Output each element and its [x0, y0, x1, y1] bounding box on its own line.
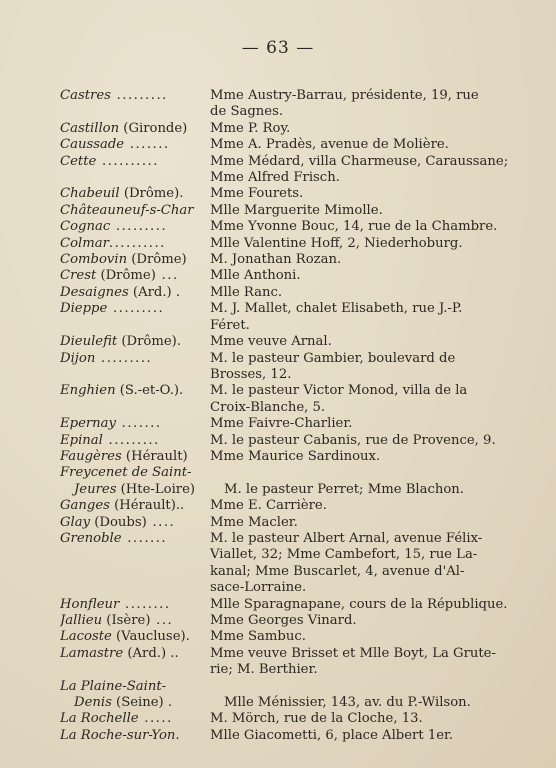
- directory-entry: [60, 88, 532, 121]
- place-name: Cognac: [60, 219, 111, 235]
- directory-entry: [60, 613, 532, 629]
- entry-place: [60, 515, 208, 531]
- entry-place: [60, 597, 208, 613]
- place-name: Glay: [60, 514, 91, 530]
- place-region: .: [175, 727, 180, 743]
- directory-entry: [60, 236, 532, 252]
- entry-place: [60, 679, 208, 695]
- directory-entry: [60, 416, 532, 432]
- entry-contact: Mme Yvonne Bouc, 14, rue de la Chambre.: [210, 219, 498, 235]
- place-name: Epinal: [60, 432, 103, 448]
- leader-dots: ........: [119, 596, 171, 612]
- place-name: Faugères: [60, 448, 122, 464]
- place-name: La Roche-sur-Yon: [60, 727, 176, 743]
- place-name: Freycenet de Saint-: [60, 465, 192, 481]
- entry-place: [60, 449, 208, 465]
- leader-dots: ..........: [96, 153, 159, 169]
- entry-place: [60, 88, 208, 121]
- entry-place: [60, 711, 208, 727]
- leader-dots: .......: [121, 530, 168, 546]
- place-name: Dijon: [60, 350, 96, 366]
- place-name: La Rochelle: [60, 711, 139, 727]
- entry-contact: [208, 679, 532, 695]
- entry-place: [60, 465, 208, 481]
- directory-entry: [60, 465, 532, 481]
- entry-contact: Mme E. Carrière.: [210, 498, 327, 514]
- entry-contact: Mlle Ranc.: [210, 284, 283, 300]
- entry-place: [60, 416, 208, 432]
- directory-entry: [60, 646, 532, 679]
- place-region: (Hte-Loire): [116, 481, 196, 497]
- entry-place: [60, 186, 208, 202]
- entry-contact: Mme veuve Arnal.: [210, 334, 332, 350]
- place-name: Enghien: [60, 383, 116, 399]
- place-name: Honfleur: [60, 596, 120, 612]
- place-region: (Drôme).: [117, 334, 182, 350]
- directory-entry: [60, 515, 532, 531]
- entry-contact: Mme veuve Brisset et Mlle Boyt, La Grute- rie; M. Berthier.: [210, 645, 496, 678]
- directory-entry: [60, 679, 532, 695]
- leader-dots: ...: [150, 613, 174, 628]
- entry-contact: M. le pasteur Perret; Mme Blachon.: [224, 481, 464, 497]
- entry-contact: M. Jonathan Rozan.: [210, 252, 342, 268]
- directory-entry: [60, 203, 532, 219]
- directory-entry: [60, 334, 532, 350]
- directory-entry: [60, 629, 532, 645]
- place-region: (Isère): [102, 613, 151, 628]
- directory-entry: [60, 285, 532, 301]
- leader-dots: .........: [107, 301, 165, 317]
- place-name: Chabeuil: [60, 186, 120, 202]
- entry-place: [60, 433, 208, 449]
- entry-contact: Mlle Ménissier, 143, av. du P.-Wilson.: [224, 695, 471, 711]
- place-name: Lamastre: [60, 645, 124, 661]
- entry-contact: M. le pasteur Gambier, boulevard de Brosses, 12.: [210, 350, 456, 382]
- place-name: Castillon: [60, 120, 120, 136]
- entry-place: [60, 498, 208, 514]
- entry-contact: Mlle Valentine Hoff, 2, Niederhoburg.: [210, 235, 463, 251]
- entry-contact: M. J. Mallet, chalet Elisabeth, rue J.-P. Féret.: [210, 301, 463, 333]
- place-region: (Seine) .: [111, 695, 173, 711]
- leader-dots: .........: [102, 432, 160, 448]
- place-name: Châteauneuf-s-Char: [60, 202, 194, 218]
- entry-contact: Mlle Anthoni.: [210, 268, 301, 284]
- entry-place: [60, 203, 208, 219]
- place-name: Jeures: [74, 481, 117, 497]
- entry-place: [60, 482, 222, 498]
- directory-entry: [60, 301, 532, 334]
- entry-place: [60, 268, 208, 284]
- entry-place: [60, 351, 208, 384]
- leader-dots: .......: [124, 137, 170, 153]
- directory-entry: [60, 531, 532, 597]
- place-name: Castres: [60, 88, 111, 103]
- directory-entry: [60, 482, 532, 498]
- directory-entry: [60, 121, 532, 137]
- directory-entry: [60, 695, 532, 711]
- place-name: Dieulefit: [60, 334, 118, 350]
- leader-dots: .........: [110, 219, 168, 235]
- place-name: La Plaine-Saint-: [60, 678, 167, 694]
- leader-dots: ..........: [108, 235, 166, 251]
- place-name: Caussade: [60, 137, 125, 153]
- entry-place: [60, 236, 208, 252]
- entry-contact: Mlle Giacometti, 6, place Albert 1er.: [210, 727, 454, 743]
- entry-contact: Mme Maurice Sardinoux.: [210, 448, 381, 464]
- entry-place: [60, 285, 208, 301]
- entry-place: [60, 252, 208, 268]
- entry-contact: M. Mörch, rue de la Cloche, 13.: [210, 711, 423, 727]
- entry-contact: Mlle Marguerite Mimolle.: [210, 202, 383, 218]
- entry-contact: M. le pasteur Victor Monod, villa de la Croix-Blanche, 5.: [210, 383, 468, 415]
- directory-entry: [60, 711, 532, 727]
- entry-contact: Mme Médard, villa Charmeuse, Caraussane; Mme Alfred Frisch.: [210, 153, 509, 186]
- entry-contact: Mme A. Pradès, avenue de Molière.: [210, 137, 449, 153]
- place-name: Lacoste: [60, 629, 112, 645]
- place-region: (S.-et-O.).: [115, 383, 184, 399]
- leader-dots: ....: [146, 514, 176, 530]
- entry-contact: Mme Sambuc.: [210, 629, 306, 645]
- entry-contact: Mme Faivre-Charlier.: [210, 416, 353, 432]
- entry-contact: Mme Macler.: [210, 514, 298, 530]
- place-region: (Drôme).: [119, 186, 184, 202]
- directory-entry: [60, 383, 532, 416]
- place-name: Desaignes: [60, 284, 129, 300]
- place-name: Combovin: [60, 252, 128, 268]
- directory-entry: [60, 219, 532, 235]
- leader-dots: .....: [138, 711, 173, 727]
- place-name: Ganges: [60, 498, 110, 514]
- page-number: — 63 —: [241, 38, 315, 58]
- place-region: (Hérault)..: [109, 498, 185, 514]
- entry-place: [60, 154, 208, 187]
- entry-place: [60, 646, 208, 679]
- leader-dots: .........: [95, 350, 153, 366]
- directory-entry: [60, 137, 532, 153]
- place-name: Cette: [60, 153, 97, 169]
- place-name: Crest: [60, 268, 97, 284]
- entry-place: [60, 219, 208, 235]
- place-name: Colmar: [60, 235, 109, 251]
- directory-list: [60, 88, 532, 744]
- entry-contact: M. le pasteur Albert Arnal, avenue Félix- Viallet, 32; Mme Cambefort, 15, rue La- kanal; Mme Buscarlet, 4, avenue d'Al- sace-Lorraine.: [210, 530, 483, 596]
- entry-place: [60, 728, 208, 744]
- entry-contact: [208, 465, 532, 481]
- place-region: (Doubs): [90, 514, 147, 530]
- directory-entry: [60, 252, 532, 268]
- entry-contact: Mme Fourets.: [210, 186, 304, 202]
- place-name: Jallieu: [60, 613, 103, 628]
- directory-entry: [60, 433, 532, 449]
- directory-entry: [60, 154, 532, 187]
- entry-place: [60, 301, 208, 334]
- entry-contact: Mme P. Roy.: [210, 120, 291, 136]
- place-name: Dieppe: [60, 301, 108, 317]
- directory-entry: [60, 597, 532, 613]
- directory-entry: [60, 449, 532, 465]
- directory-entry: [60, 268, 532, 284]
- entry-contact: Mme Austry-Barrau, présidente, 19, rue de Sagnes.: [210, 88, 479, 120]
- entry-place: [60, 629, 208, 645]
- entry-place: [60, 121, 208, 137]
- directory-entry: [60, 186, 532, 202]
- place-name: Epernay: [60, 416, 116, 432]
- directory-entry: [60, 728, 532, 744]
- entry-contact: Mlle Sparagnapane, cours de la République.: [210, 596, 508, 612]
- place-region: (Ard.) .: [128, 284, 181, 300]
- place-region: (Hérault): [121, 448, 188, 464]
- place-name: Grenoble: [60, 530, 122, 546]
- leader-dots: ...: [155, 268, 179, 284]
- leader-dots: .......: [115, 416, 162, 432]
- place-region: (Vaucluse).: [111, 629, 190, 645]
- place-region: (Drôme): [96, 268, 156, 284]
- entry-place: [60, 531, 208, 597]
- directory-entry: [60, 498, 532, 514]
- entry-place: [60, 137, 208, 153]
- entry-place: [60, 613, 208, 629]
- entry-place: [60, 334, 208, 350]
- place-region: (Drôme): [127, 252, 187, 268]
- leader-dots: .........: [110, 88, 168, 103]
- entry-contact: M. le pasteur Cabanis, rue de Provence, 9.: [210, 432, 496, 448]
- entry-contact: Mme Georges Vinard.: [210, 613, 357, 628]
- place-region: (Gironde): [119, 120, 188, 136]
- place-region: (Ard.) ..: [123, 645, 179, 661]
- directory-entry: [60, 351, 532, 384]
- entry-place: [60, 383, 208, 416]
- entry-place: [60, 695, 222, 711]
- place-name: Denis: [74, 695, 112, 711]
